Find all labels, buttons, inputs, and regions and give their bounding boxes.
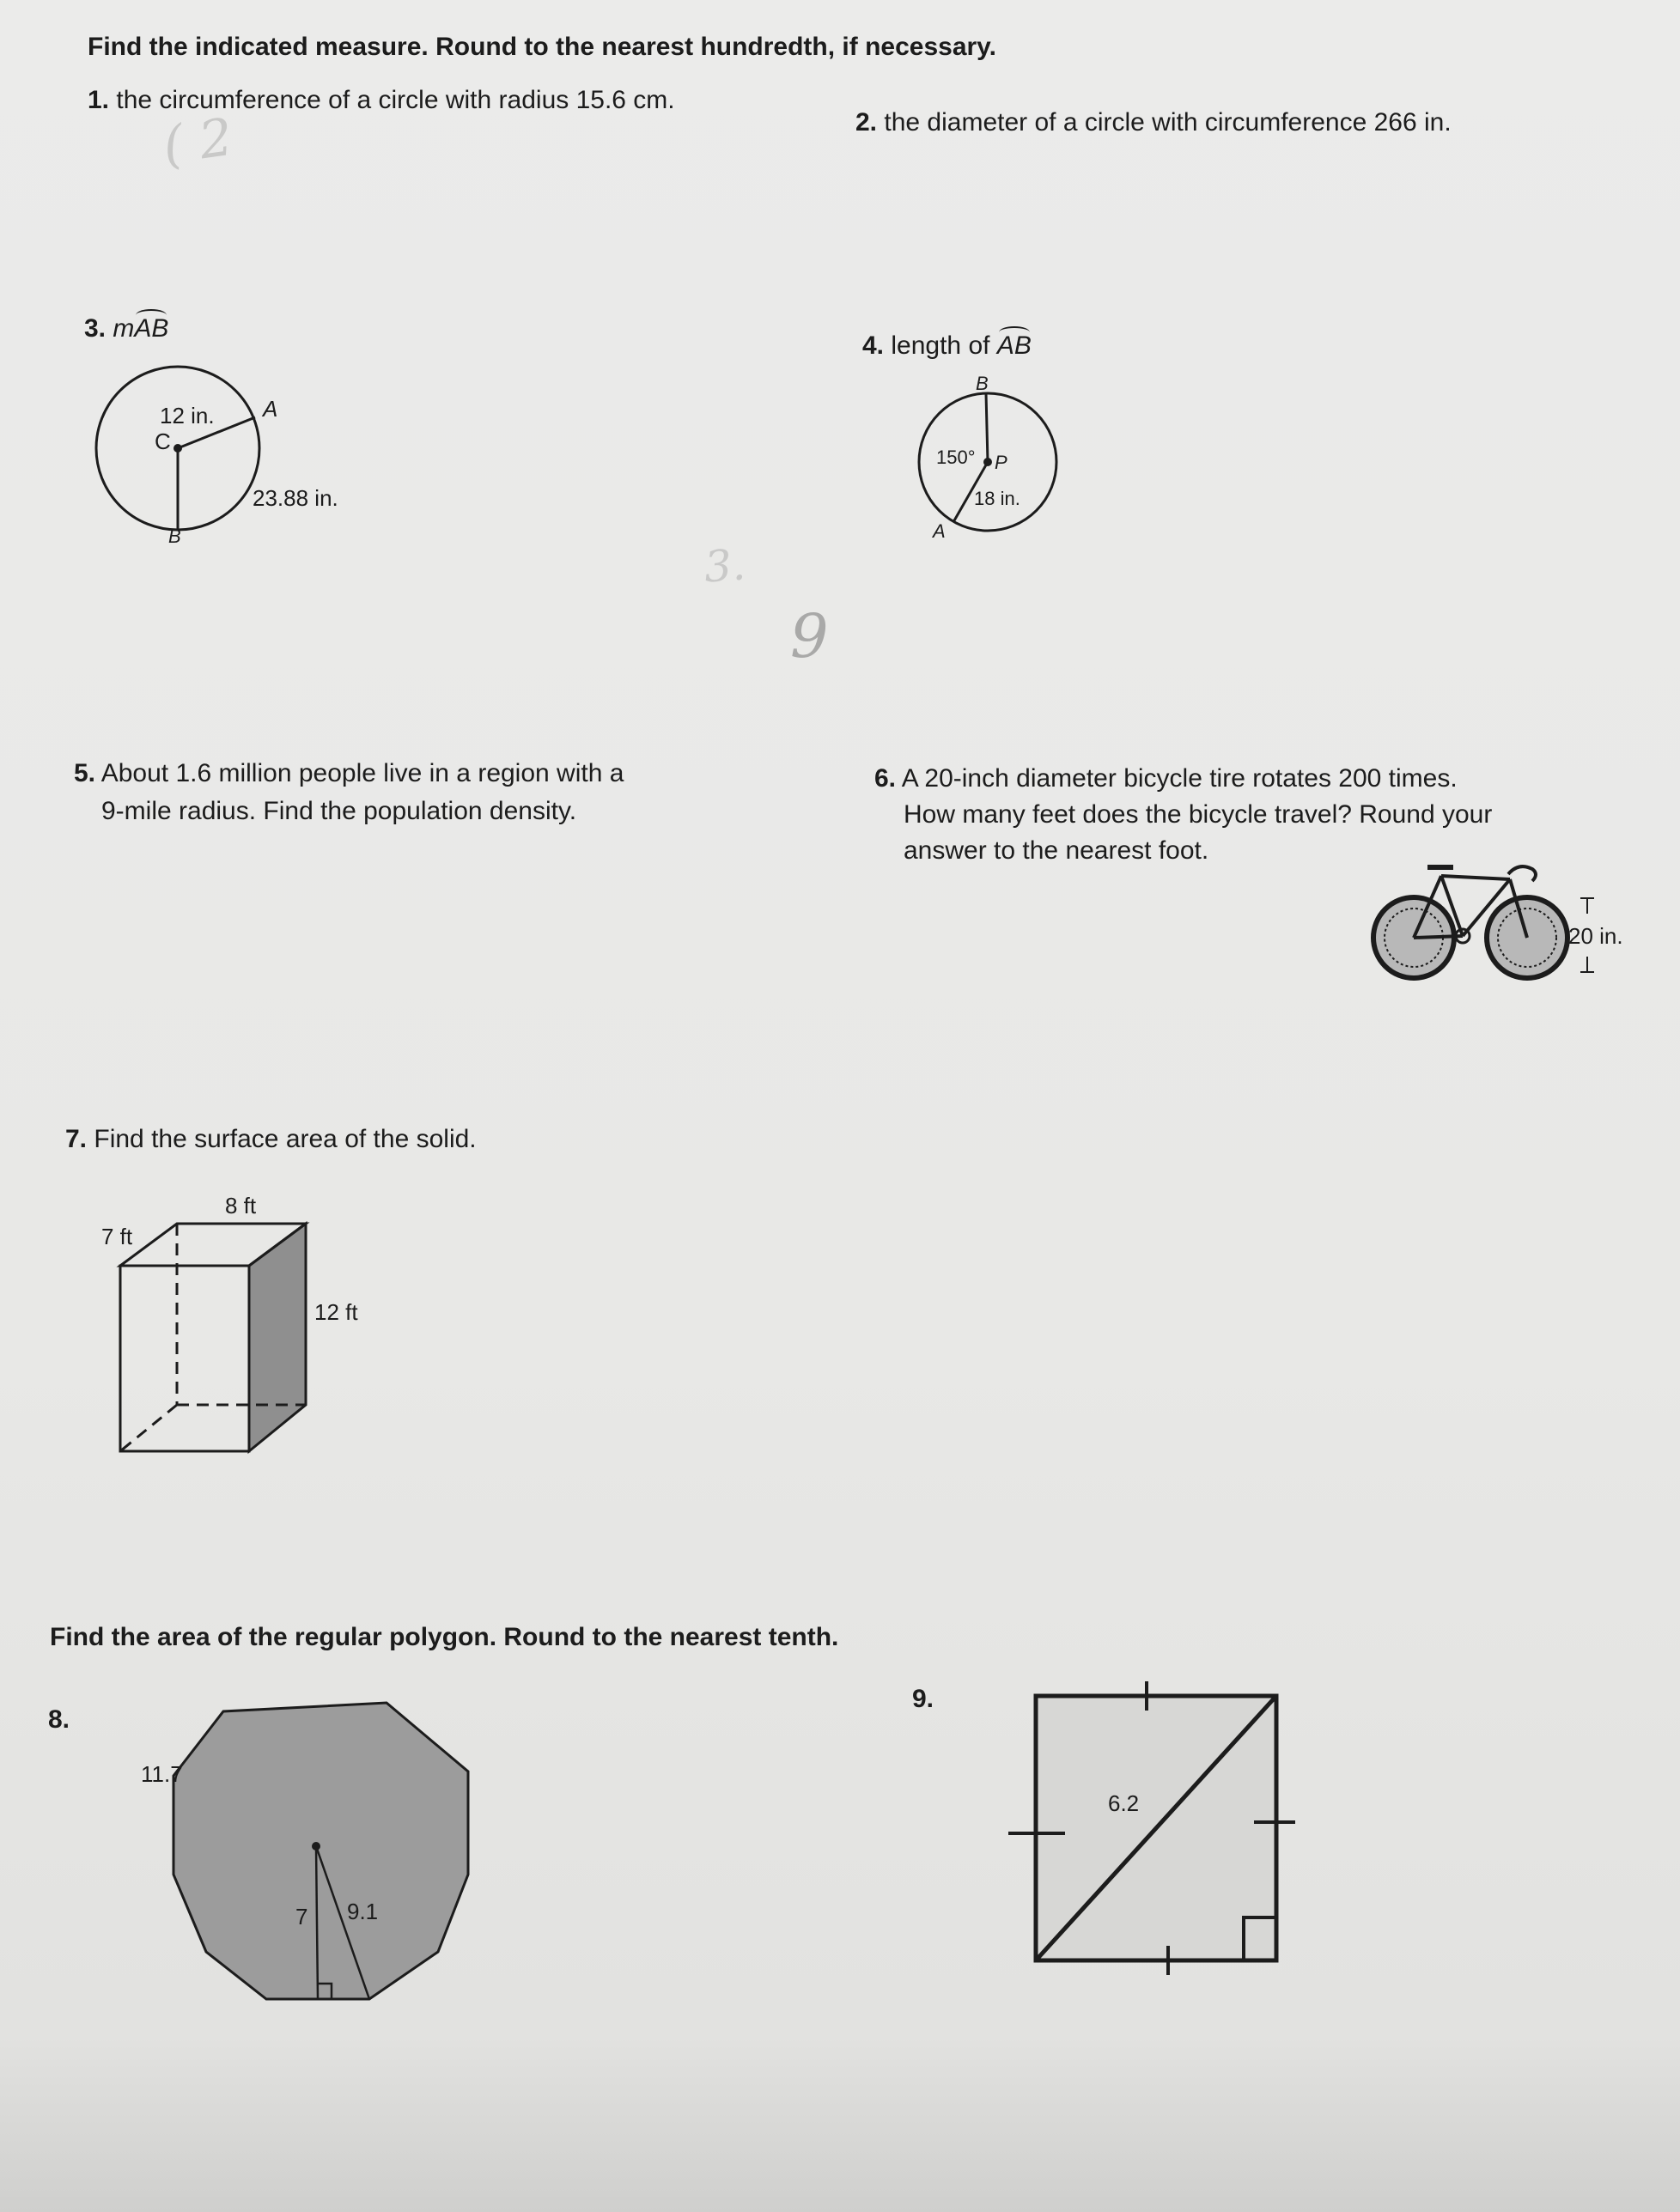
problem-text: Find the surface area of the solid. [94, 1125, 477, 1153]
problem-8-number: 8. [48, 1705, 70, 1734]
problem-9-number: 9. [912, 1685, 934, 1713]
problem-text-line1: A 20-inch diameter bicycle tire rotates 200 times. [901, 764, 1458, 793]
diagonal-label: 6.2 [1108, 1790, 1140, 1816]
radius-label: 12 in. [160, 403, 215, 428]
decagon-diagram [163, 1690, 481, 2008]
problem-6 [874, 764, 1458, 794]
problem-text: the circumference of a circle with radius 15.6 cm. [116, 86, 675, 114]
pencil-scribble: 9 [790, 601, 829, 672]
problem-text-line3: answer to the nearest foot. [904, 836, 1209, 865]
problem-number: 1. [88, 86, 110, 114]
arc-label: AB [996, 331, 1032, 360]
problem-5 [74, 759, 624, 789]
tire-diameter-label: 20 in. [1568, 923, 1623, 949]
rectangular-prism-diagram [112, 1211, 318, 1460]
problem-number: 7. [65, 1125, 88, 1153]
section2-instructions: Find the area of the regular polygon. Round to the nearest tenth. [50, 1623, 839, 1651]
problem-number: 5. [74, 759, 96, 787]
problem-3-circle-diagram [86, 361, 301, 550]
radius-label: 9.1 [347, 1899, 379, 1924]
pencil-scribble: ( 2 [159, 106, 237, 177]
arc-length-label: 23.88 in. [253, 485, 338, 511]
problem-text-line2: How many feet does the bicycle travel? Round your [904, 800, 1493, 829]
center-label: C [155, 428, 171, 454]
bicycle-icon [1364, 859, 1587, 979]
problem-7 [65, 1125, 477, 1155]
problem-number: 2. [855, 108, 878, 137]
width-label: 8 ft [225, 1193, 257, 1218]
problem-number: 3. [84, 314, 107, 343]
problem-text-line2: 9-mile radius. Find the population density. [101, 797, 577, 825]
problem-number: 4. [862, 331, 885, 360]
measure-prefix: m [113, 314, 135, 343]
problem-number: 6. [874, 764, 897, 793]
problem-text-line1: About 1.6 million people live in a region with a [100, 759, 624, 787]
height-label: 12 ft [314, 1299, 358, 1325]
section1-instructions: Find the indicated measure. Round to the nearest hundredth, if necessary. [88, 33, 996, 61]
point-a-label: A [933, 520, 946, 542]
point-b-label: B [976, 373, 989, 394]
apothem-label: 7 [295, 1904, 308, 1929]
problem-3-title [84, 314, 168, 344]
center-label: P [995, 452, 1007, 473]
problem-1 [88, 86, 675, 116]
point-a-label: A [263, 396, 278, 422]
radius-label: 18 in. [974, 488, 1020, 509]
pencil-scribble: 3. [703, 539, 747, 592]
depth-label: 7 ft [101, 1224, 133, 1249]
angle-label: 150° [936, 447, 976, 468]
point-b-label: B [168, 526, 181, 547]
problem-2 [855, 108, 1452, 138]
problem-4-circle-diagram [910, 391, 1074, 537]
side-length-label: 11.7 [141, 1761, 183, 1787]
problem-text: the diameter of a circle with circumference 266 in. [884, 108, 1452, 137]
measure-prefix: length of [891, 331, 997, 360]
problem-4-title [862, 331, 1032, 362]
arc-label: AB [134, 314, 169, 343]
square-diagram [1005, 1674, 1297, 1984]
